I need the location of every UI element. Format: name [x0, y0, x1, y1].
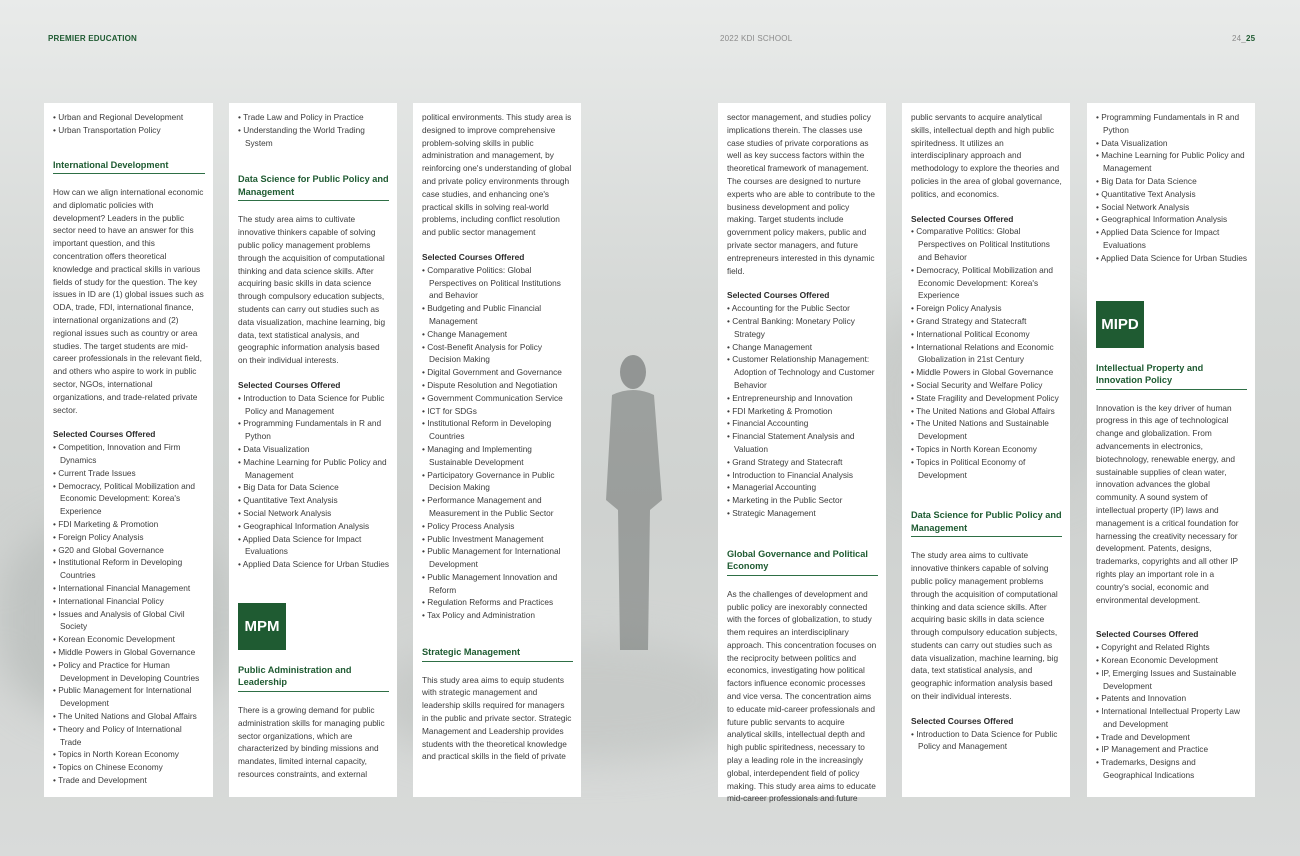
course-item: • International Relations and Economic Globalization in 21st Century	[911, 341, 1062, 367]
course-item: • Policy Process Analysis	[422, 520, 573, 533]
course-item: • Public Management Innovation and Reform	[422, 571, 573, 597]
course-item: • The United Nations and Global Affairs	[911, 405, 1062, 418]
course-item: • International Financial Policy	[53, 595, 205, 608]
course-item: • Machine Learning for Public Policy and Management	[1096, 149, 1247, 175]
course-item: • Institutional Reform in Developing Countries	[53, 556, 205, 582]
course-item: • Big Data for Data Science	[238, 481, 389, 494]
section-title-international-development: International Development	[53, 159, 205, 175]
content-column-3	[413, 103, 581, 797]
course-item: • Change Management	[422, 328, 573, 341]
section-description-continued: political environments. This study area is designed to improve comprehensive problem-solving skills in public administration and management, by reinforcing one's understanding of global and private policy environments through case studies, and enhancing one's practical skills in solving real-world problems, including conflict resolution and public sector management	[422, 112, 572, 238]
course-item: • Topics on Chinese Economy	[53, 761, 205, 774]
course-item: • Foreign Policy Analysis	[911, 302, 1062, 315]
course-item: • Comparative Politics: Global Perspectives on Political Institutions and Behavior	[911, 225, 1062, 263]
course-item: • Central Banking: Monetary Policy Strategy	[727, 315, 878, 341]
course-item: • Competition, Innovation and Firm Dynamics	[53, 441, 205, 467]
section-description: The study area aims to cultivate innovative thinkers capable of solving public policy management problems through the acquisition of computational thinking and data science skills. After acquiring basic skills in data science through compulsory education subjects, students can carry out studies such as data visualization, machine learning, big data, text statistical analysis, and geographic information analysis based on their individual interests.	[911, 550, 1059, 702]
course-item: • Current Trade Issues	[53, 467, 205, 480]
course-item: • Comparative Politics: Global Perspectives on Political Institutions and Behavior	[422, 264, 573, 302]
course-item: • Accounting for the Public Sector	[727, 302, 878, 315]
course-item: • Topics in Political Economy of Development	[911, 456, 1062, 482]
course-item: • Customer Relationship Management: Adoption of Technology and Customer Behavior	[727, 353, 878, 391]
course-item: • Tax Policy and Administration	[422, 609, 573, 622]
courses-heading: Selected Courses Offered	[238, 379, 341, 390]
course-item: • ICT for SDGs	[422, 405, 573, 418]
course-item: • FDI Marketing & Promotion	[727, 405, 878, 418]
section-title-intellectual-property: Intellectual Property and Innovation Policy	[1096, 362, 1247, 390]
course-item: • Democracy, Political Mobilization and Economic Development: Korea's Experience	[911, 264, 1062, 302]
course-item: • Geographical Information Analysis	[1096, 213, 1247, 226]
course-item: • Topics in North Korean Economy	[911, 443, 1062, 456]
section-title-global-governance: Global Governance and Political Economy	[727, 548, 878, 576]
course-list	[422, 264, 573, 622]
course-item: • Social Network Analysis	[238, 507, 389, 520]
course-item: • Applied Data Science for Urban Studies	[1096, 252, 1247, 265]
course-list-continued	[1096, 111, 1247, 265]
course-list	[238, 392, 389, 571]
page-number-left: 24_	[1232, 34, 1246, 43]
course-item: • Understanding the World Trading System	[238, 124, 389, 150]
course-item: • International Financial Management	[53, 582, 205, 595]
content-column-6	[1087, 103, 1255, 797]
course-item: • Programming Fundamentals in R and Python	[1096, 111, 1247, 137]
background-person-photo	[598, 350, 668, 650]
course-item: • Middle Powers in Global Governance	[53, 646, 205, 659]
content-column-5	[902, 103, 1070, 797]
course-item: • The United Nations and Global Affairs	[53, 710, 205, 723]
section-description-continued: sector management, and studies policy implications therein. The classes use case studies of private corporations as well as key success factors within the theoretical framework of management. The courses are designed to nurture experts who are able to contribute to the business development and policy making. Target students include government policy makers, public and private sector managers, and future entrepreneurs interested in this dynamic field.	[727, 112, 876, 276]
course-item: • Middle Powers in Global Governance	[911, 366, 1062, 379]
course-item: • IP, Emerging Issues and Sustainable Development	[1096, 667, 1247, 693]
course-item: • IP Management and Practice	[1096, 743, 1247, 756]
section-description: As the challenges of development and public policy are inexorably connected with the forces of globalization, to study them requires an interdisciplinary approach. This concentration focuses on the reciprocity between politics and economics, investigating how political factors influence economic processes and vice versa. The concentration aims to educate mid-career professionals and future public servants to acquire analytical skills, intellectual depth and high public spiritedness, necessary to play a leading role in the increasingly global, interdependent field of policy making. This study area aims to educate mid-career professionals and future	[727, 588, 877, 804]
course-item: • Korean Economic Development	[1096, 654, 1247, 667]
course-item: • Applied Data Science for Impact Evaluations	[1096, 226, 1247, 252]
course-item: • State Fragility and Development Policy	[911, 392, 1062, 405]
course-item: • Cost-Benefit Analysis for Policy Decision Making	[422, 341, 573, 367]
course-item: • Introduction to Data Science for Public Policy and Management	[238, 392, 389, 418]
course-item: • Digital Government and Governance	[422, 366, 573, 379]
course-list	[53, 441, 205, 787]
course-item: • Regulation Reforms and Practices	[422, 596, 573, 609]
course-item: • Topics in North Korean Economy	[53, 748, 205, 761]
course-item: • Programming Fundamentals in R and Python	[238, 417, 389, 443]
course-item: • Trade Law and Policy in Practice	[238, 111, 389, 124]
courses-heading: Selected Courses Offered	[911, 213, 1014, 224]
course-item: • International Political Economy	[911, 328, 1062, 341]
course-item: • Theory and Policy of International Trade	[53, 723, 205, 749]
course-item: • Foreign Policy Analysis	[53, 531, 205, 544]
course-item: • Geographical Information Analysis	[238, 520, 389, 533]
header-publication-title: 2022 KDI SCHOOL	[720, 34, 793, 43]
course-item: • Trade and Development	[53, 774, 205, 787]
course-item: • Change Management	[727, 341, 878, 354]
page-number-right: 25	[1245, 34, 1256, 43]
course-item: • Data Visualization	[1096, 137, 1247, 150]
course-item: • Strategic Management	[727, 507, 878, 520]
page-numbers	[1232, 34, 1255, 43]
course-list	[911, 225, 1062, 481]
section-description: This study area aims to equip students with strategic management and leadership skills required for managers in the public and private sector. Strategic Management and Leadership provides students with the theoretical knowledge and practical skills in the field of private	[422, 674, 572, 762]
course-item: • Patents and Innovation	[1096, 692, 1247, 705]
course-item: • Korean Economic Development	[53, 633, 205, 646]
course-item: • Applied Data Science for Impact Evaluations	[238, 533, 389, 559]
course-item: • Public Management for International Development	[422, 545, 573, 571]
course-item: • The United Nations and Sustainable Development	[911, 417, 1062, 443]
course-item: • Public Management for International Development	[53, 684, 205, 710]
courses-heading: Selected Courses Offered	[727, 290, 830, 301]
course-item: • Entrepreneurship and Innovation	[727, 392, 878, 405]
section-description: Innovation is the key driver of human progress in this age of technological change and globalization. From advancements in electronics, biotechnology, renewable energy, and sustainable supplies of clean water, innovation advances the global community. A sound system of intellectual property (IP) laws and management is a critical foundation for harnessing the creativity necessary for development. Patents, designs, trademarks, copyrights and all other IP rights play an important role in a country's social, economic and environmental development.	[1096, 402, 1239, 605]
course-item: • Introduction to Financial Analysis	[727, 469, 878, 482]
section-description: How can we align international economic and diplomatic policies with development? Leaders in the public sector need to have an answer for this important question, and this concentration offers theoretical knowledge and practical skills in various fields of study for the question. The key issues in ID are (1) global issues such as ODA, trade, FDI, international finance, international organizations and (2) regional issues such as country or area studies. The target students are mid-career professionals in the relevant field, and others who aspire to work in public sector, NGOs, international organizations, and trade-related private sector.	[53, 187, 204, 415]
courses-heading: Selected Courses Offered	[53, 429, 156, 440]
course-item: • Social Network Analysis	[1096, 201, 1247, 214]
course-item: • Democracy, Political Mobilization and Economic Development: Korea's Experience	[53, 480, 205, 518]
course-item: • Grand Strategy and Statecraft	[911, 315, 1062, 328]
content-column-2	[229, 103, 397, 797]
course-item: • Financial Accounting	[727, 417, 878, 430]
section-title-strategic-management: Strategic Management	[422, 646, 573, 662]
courses-heading: Selected Courses Offered	[911, 715, 1014, 726]
course-item: • Dispute Resolution and Negotiation	[422, 379, 573, 392]
course-item: • Government Communication Service	[422, 392, 573, 405]
course-item: • Urban Transportation Policy	[53, 124, 205, 137]
section-title-data-science: Data Science for Public Policy and Management	[911, 509, 1062, 537]
courses-heading: Selected Courses Offered	[1096, 629, 1199, 640]
course-item: • Financial Statement Analysis and Valuation	[727, 430, 878, 456]
course-list	[1096, 641, 1247, 782]
content-column-4	[718, 103, 886, 804]
course-list-continued	[238, 111, 389, 149]
content-column-1	[44, 103, 213, 797]
course-item: • Performance Management and Measurement in the Public Sector	[422, 494, 573, 520]
course-item: • Participatory Governance in Public Decision Making	[422, 469, 573, 495]
section-title-public-administration: Public Administration and Leadership	[238, 664, 389, 692]
course-item: • Urban and Regional Development	[53, 111, 205, 124]
course-item: • Big Data for Data Science	[1096, 175, 1247, 188]
course-item: • Quantitative Text Analysis	[1096, 188, 1247, 201]
course-item: • Managing and Implementing Sustainable Development	[422, 443, 573, 469]
course-item: • G20 and Global Governance	[53, 544, 205, 557]
header-section-label: PREMIER EDUCATION	[48, 34, 138, 43]
course-item: • Machine Learning for Public Policy and Management	[238, 456, 389, 482]
course-item: • Public Investment Management	[422, 533, 573, 546]
course-list	[911, 728, 1062, 754]
section-title-data-science: Data Science for Public Policy and Management	[238, 173, 389, 201]
course-item: • Introduction to Data Science for Public Policy and Management	[911, 728, 1062, 754]
course-list	[727, 302, 878, 520]
course-item: • Data Visualization	[238, 443, 389, 456]
section-description: The study area aims to cultivate innovative thinkers capable of solving public policy management problems through the acquisition of computational thinking and data science skills. After acquiring basic skills in data science through compulsory education subjects, students can carry out studies such as data visualization, machine learning, big data, text statistical analysis, and geographic information analysis based on their individual interests.	[238, 214, 386, 366]
course-item: • Social Security and Welfare Policy	[911, 379, 1062, 392]
course-item: • Managerial Accounting	[727, 481, 878, 494]
course-item: • Trade and Development	[1096, 731, 1247, 744]
course-list-continued	[53, 111, 205, 137]
section-description: There is a growing demand for public administration skills for managing public sector organizations, which are characterized by binding missions and mandates, limited internal capacity, resources constraints, and external	[238, 704, 385, 779]
course-item: • Budgeting and Public Financial Management	[422, 302, 573, 328]
courses-heading: Selected Courses Offered	[422, 251, 525, 262]
course-item: • FDI Marketing & Promotion	[53, 518, 205, 531]
section-description-continued: public servants to acquire analytical skills, intellectual depth and high public spiritedness. It utilizes an interdisciplinary approach and methodology to explore the theories and policies in the area of global governance, politics, and economics.	[911, 112, 1062, 199]
course-item: • Institutional Reform in Developing Countries	[422, 417, 573, 443]
course-item: • Grand Strategy and Statecraft	[727, 456, 878, 469]
course-item: • Policy and Practice for Human Development in Developing Countries	[53, 659, 205, 685]
program-badge-mipd: MIPD	[1096, 301, 1144, 348]
course-item: • International Intellectual Property Law and Development	[1096, 705, 1247, 731]
course-item: • Quantitative Text Analysis	[238, 494, 389, 507]
course-item: • Issues and Analysis of Global Civil Society	[53, 608, 205, 634]
course-item: • Copyright and Related Rights	[1096, 641, 1247, 654]
program-badge-mpm: MPM	[238, 603, 286, 650]
course-item: • Trademarks, Designs and Geographical Indications	[1096, 756, 1247, 782]
course-item: • Marketing in the Public Sector	[727, 494, 878, 507]
course-item: • Applied Data Science for Urban Studies	[238, 558, 389, 571]
